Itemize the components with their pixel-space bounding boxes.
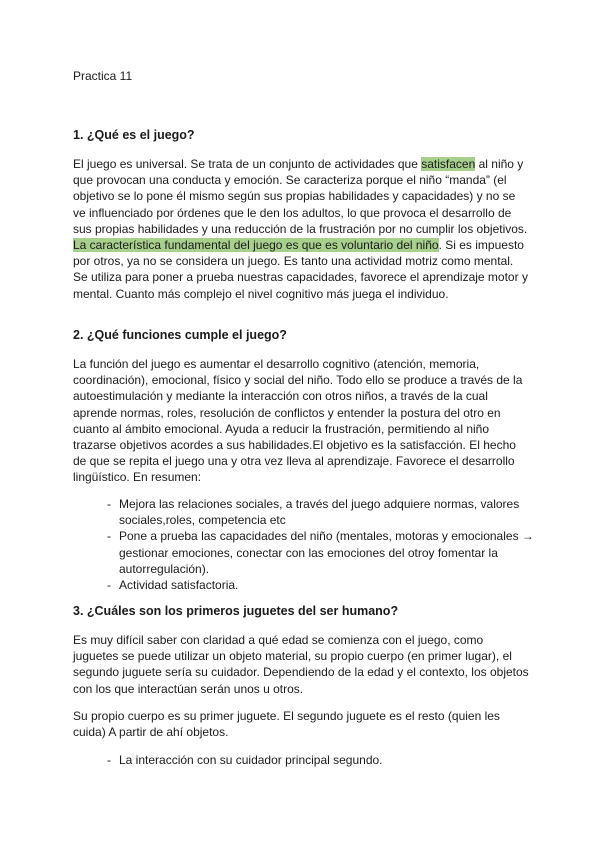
section-1-text-c: . Si es impuesto por otros, ya no se considera un juego. Es tanto una actividad motriz como mental. Se utiliza para poner a prueba nuestras capacidades, favorece el aprendizaje motor y mental. Cuanto más complejo el nivel cognitivo más juega el individuo. [73, 238, 528, 301]
bullet-dash: - [107, 497, 111, 511]
list-item-text: Pone a prueba las capacidades del niño (mentales, motoras y emocionales → gestionar emociones, conectar con las emociones del otroy fomentar la autorregulación). [119, 529, 534, 576]
list-item [107, 528, 537, 577]
section-1-paragraph [73, 156, 531, 302]
document-title: Practica 11 [73, 69, 133, 83]
list-item [107, 496, 537, 528]
section-2-bullet-list [107, 496, 537, 593]
section-3-bullet-list [107, 752, 537, 768]
section-2-paragraph: La función del juego es aumentar el desarrollo cognitivo (atención, memoria, coordinación), emocional, físico y social del niño. Todo ello se produce a través de la autoestimulación y mediante la interacción con otros niños, a través de la cual aprende normas, roles, resolución de conflictos y entender la postura del otro en cuanto al ámbito emocional. Ayuda a reducir la frustración, permitiendo al niño trazarse objetivos acordes a sus habilidades.El objetivo es la satisfacción. El hecho de que se repita el juego una y otra vez lleva al aprendizaje. Favorece el desarrollo lingüístico. En resumen: [73, 357, 523, 485]
list-item-text: Actividad satisfactoria. [119, 578, 239, 593]
highlight-voluntario: La característica fundamental del juego es que es voluntario del niño [73, 238, 439, 253]
bullet-dash: - [107, 578, 111, 593]
list-item-text: La interacción con su cuidador principal segundo. [119, 753, 383, 767]
section-3-paragraph-1: Es muy difícil saber con claridad a qué edad se comienza con el juego, como juguetes se puede utilizar un objeto material, su propio cuerpo (en primer lugar), el segundo juguete sería su cuidador. Dependiendo de la edad y el contexto, los objetos con los que interactúan serán unos u otros. [73, 633, 529, 696]
list-item-text: Mejora las relaciones sociales, a través del juego adquiere normas, valores sociales,roles, competencia etc [119, 497, 520, 528]
section-1-text-b: al niño y que provocan una conducta y emoción. Se caracteriza porque el niño “manda” (el objetivo se lo pone él mismo según sus propias habilidades y capacidades) y no se ve influenciado por órdenes que le den los adultos, lo que provoca el desarrollo de sus propias habilidades y una reducción de la frustración por no cumplir los objetivos. [73, 157, 528, 236]
highlight-satisfacen: satisfacen [421, 157, 476, 171]
list-item [107, 577, 537, 593]
section-3-paragraph-2: Su propio cuerpo es su primer juguete. El segundo juguete es el resto (quien les cuida) A partir de ahí objetos. [73, 709, 500, 740]
section-1-heading: 1. ¿Qué es el juego? [73, 128, 195, 142]
section-2-heading: 2. ¿Qué funciones cumple el juego? [73, 328, 287, 342]
bullet-dash: - [107, 529, 111, 544]
section-3-heading: 3. ¿Cuáles son los primeros juguetes del ser humano? [73, 604, 399, 618]
section-1-text-a: El juego es universal. Se trata de un conjunto de actividades que [73, 157, 422, 171]
bullet-dash: - [107, 753, 111, 767]
list-item [107, 752, 537, 768]
